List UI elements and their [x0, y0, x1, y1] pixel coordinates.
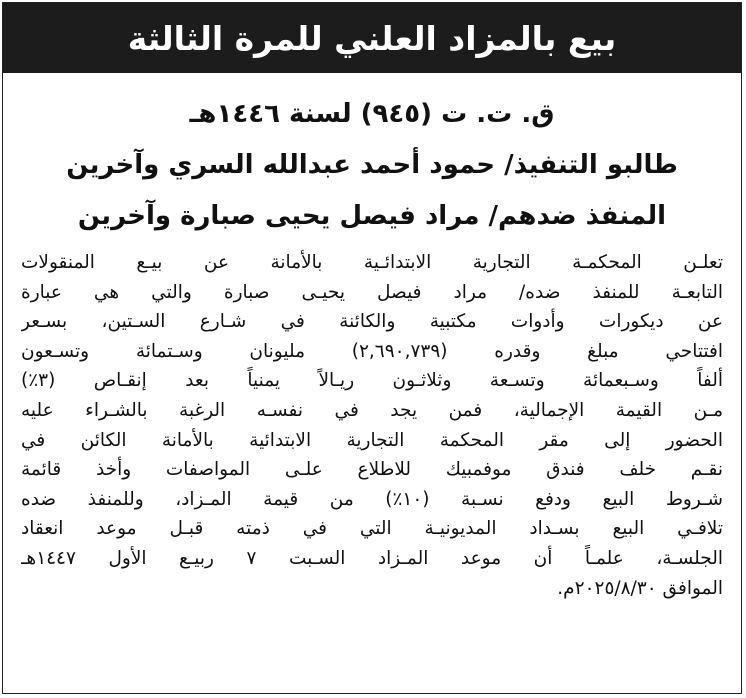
auction-notice	[2, 2, 742, 694]
body-line: مـن القيمة الإجمالية، فمن يجد في نفسـه الرغبة بالشـراء عليه	[21, 399, 723, 421]
body-line: ألفاً وسـبعمائة وتسـعة وثلاثـون ريـالاً يمنياً بعد إنقـاص (٣٪)	[21, 370, 723, 392]
body-line: تلافـي البيع بسـداد المديونيـة التي في ذمته قبـل موعد انعقاد	[21, 518, 723, 540]
notice-headings	[3, 89, 741, 242]
body-line: الجلسـة، علمـاً أن موعد المـزاد السـبت ٧ ربيـع الأول ١٤٤٧هـ	[21, 547, 723, 569]
body-line: الموافق ٢٠٢٥/٨/٣٠م.	[557, 577, 723, 599]
body-line: شـروط البيع ودفع نسـبة (١٠٪) من قيمة المـزاد، وللمنفذ ضده	[21, 488, 723, 510]
body-line: تعلـن المحكمـة التجارية الابتدائـية بالأمانة عن بيـع المنقولات	[21, 252, 723, 273]
respondent-line: المنفذ ضدهم/ مراد فيصل يحيى صبارة وآخرين	[77, 201, 667, 231]
notice-body	[21, 248, 723, 603]
applicants-line: طالبو التنفيذ/ حمود أحمد عبدالله السري وآخرين	[66, 150, 678, 180]
body-line: افتتاحي مبلغ وقدره (٢,٦٩٠,٧٣٩) مليونان وسـتمائة وتسـعون	[21, 340, 723, 362]
notice-banner	[3, 3, 741, 73]
case-number-line: ق. ت. ت (٩٤٥) لسنة ١٤٤٦هـ	[189, 99, 555, 129]
body-line: الحضور إلى مقر المحكمة التجارية الابتدائية بالأمانة الكائن في	[21, 429, 723, 451]
banner-title: بيع بالمزاد العلني للمرة الثالثة	[127, 18, 617, 58]
body-line: التابعـة للمنفذ ضده/ مراد فيصل يحيـى صبارة والتي هي عبارة	[21, 281, 723, 303]
body-line: عن ديكورات وأدوات مكتبية والكائنة في شـارع السـتين، بسـعر	[21, 311, 723, 333]
body-line: نقـم خلف فندق موفمبيك للاطلاع علـى المواصفات وأخذ قائمة	[21, 459, 723, 481]
